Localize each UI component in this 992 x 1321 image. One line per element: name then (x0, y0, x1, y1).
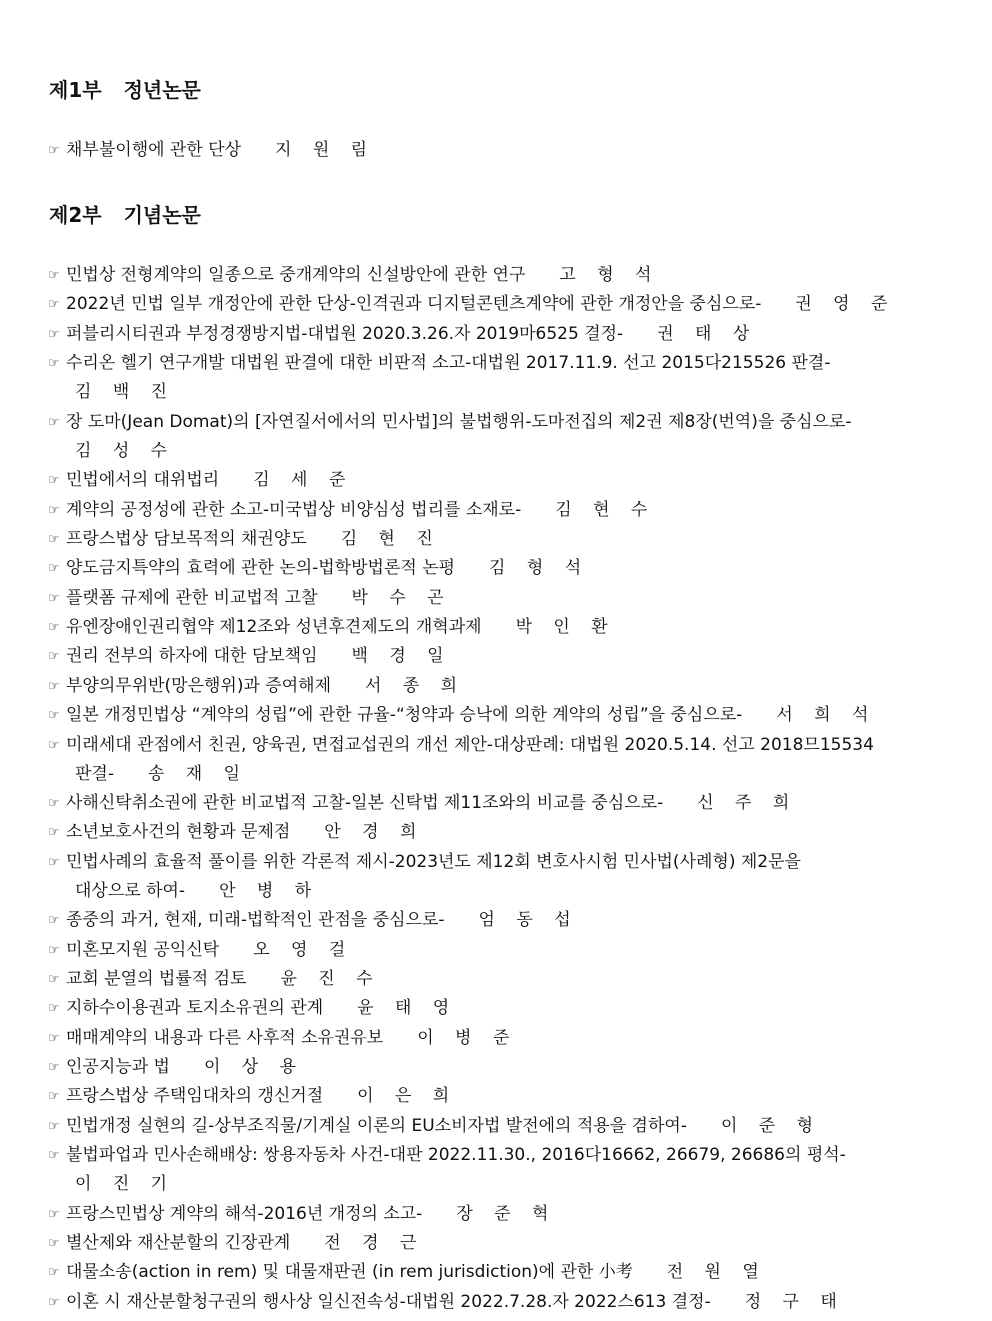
pointing-hand-icon: ☞ (48, 297, 60, 312)
pointing-hand-icon: ☞ (48, 327, 60, 342)
part2-entry-14 (48, 701, 943, 731)
pointing-hand-icon: ☞ (48, 738, 60, 753)
entry-author: 김 형 석 (489, 558, 590, 578)
part2-entry-18 (48, 848, 943, 878)
entry-author: 전 경 근 (324, 1233, 425, 1253)
entry-author: 송 재 일 (147, 764, 249, 784)
pointing-hand-icon: ☞ (48, 1207, 60, 1222)
pointing-hand-icon: ☞ (48, 268, 60, 283)
entry-author: 권 영 준 (795, 294, 896, 314)
entry-title: 민법사례의 효율적 풀이를 위한 각론적 제시-2023년도 제12회 변호사시험 민사법(사례형) 제2문을 (66, 852, 801, 872)
part2-entry-4 (48, 349, 943, 379)
part1-title: 정년논문 (123, 78, 201, 102)
entry-author: 전 원 열 (666, 1262, 767, 1282)
part2-entry-3 (48, 320, 943, 350)
entry-title: 프랑스민법상 계약의 해석-2016년 개정의 소고- (66, 1204, 423, 1224)
part1-heading (49, 74, 201, 103)
part2-entry-23 (48, 1024, 943, 1054)
pointing-hand-icon: ☞ (48, 1119, 60, 1134)
entry-title: 프랑스법상 주택임대차의 갱신거절 (66, 1086, 324, 1106)
entry-author: 김 세 준 (253, 470, 354, 490)
part2-entry-16 (48, 789, 943, 819)
pointing-hand-icon: ☞ (48, 825, 60, 840)
entry-title: 인공지능과 법 (66, 1057, 170, 1077)
part2-entry-25 (48, 1082, 943, 1112)
part2-entry-15-cont (75, 760, 248, 790)
entry-author: 김 백 진 (75, 382, 176, 402)
entry-author: 엄 동 섭 (478, 910, 579, 930)
part1-entry-1 (48, 136, 943, 166)
part2-entry-30 (48, 1258, 943, 1288)
pointing-hand-icon: ☞ (48, 1236, 60, 1251)
entry-title: 소년보호사건의 현황과 문제점 (66, 822, 291, 842)
pointing-hand-icon: ☞ (48, 679, 60, 694)
entry-title: 민법상 전형계약의 일종으로 중개계약의 신설방안에 관한 연구 (66, 265, 526, 285)
pointing-hand-icon: ☞ (48, 708, 60, 723)
part2-entry-6 (48, 466, 943, 496)
entry-title: 유엔장애인권리협약 제12조와 성년후견제도의 개혁과제 (66, 617, 482, 637)
entry-title: 권리 전부의 하자에 대한 담보책임 (66, 646, 318, 666)
pointing-hand-icon: ☞ (48, 1295, 60, 1310)
entry-title: 프랑스법상 담보목적의 채권양도 (66, 529, 307, 549)
pointing-hand-icon: ☞ (48, 356, 60, 371)
entry-title-cont: 판결- (75, 764, 114, 784)
entry-title: 일본 개정민법상 “계약의 성립”에 관한 규율-“청약과 승낙에 의한 계약의 성립”을 중심으로- (66, 705, 743, 725)
part2-entry-17 (48, 818, 943, 848)
entry-author: 지 원 림 (275, 140, 376, 160)
entry-author: 박 수 곤 (351, 588, 452, 608)
entry-title: 양도금지특약의 효력에 관한 논의-법학방법론적 논평 (66, 558, 456, 578)
entry-author: 이 은 희 (357, 1086, 458, 1106)
entry-author: 백 경 일 (351, 646, 452, 666)
part2-entry-12 (48, 642, 943, 672)
entry-author: 정 구 태 (744, 1292, 845, 1312)
part2-number: 제2부 (49, 203, 102, 227)
pointing-hand-icon: ☞ (48, 473, 60, 488)
part2-entry-22 (48, 994, 943, 1024)
entry-title: 사해신탁취소권에 관한 비교법적 고찰-일본 신탁법 제11조와의 비교를 중심으로- (66, 793, 664, 813)
entry-author: 서 희 석 (776, 705, 877, 725)
pointing-hand-icon: ☞ (48, 415, 60, 430)
part2-entry-27-cont (75, 1170, 175, 1200)
pointing-hand-icon: ☞ (48, 972, 60, 987)
part2-entry-26 (48, 1112, 943, 1142)
part2-entry-2 (48, 290, 943, 320)
pointing-hand-icon: ☞ (48, 796, 60, 811)
pointing-hand-icon: ☞ (48, 1089, 60, 1104)
entry-author: 오 영 걸 (253, 940, 354, 960)
entry-title: 미혼모지원 공익신탁 (66, 940, 220, 960)
part2-entry-10 (48, 584, 943, 614)
part2-entry-19 (48, 906, 943, 936)
part2-entry-27 (48, 1141, 943, 1171)
entry-title: 플랫폼 규제에 관한 비교법적 고찰 (66, 588, 318, 608)
pointing-hand-icon: ☞ (48, 561, 60, 576)
entry-author: 안 병 하 (219, 881, 320, 901)
entry-author: 신 주 희 (697, 793, 798, 813)
entry-author: 김 성 수 (75, 441, 176, 461)
pointing-hand-icon: ☞ (48, 1148, 60, 1163)
pointing-hand-icon: ☞ (48, 591, 60, 606)
part2-entry-9 (48, 554, 943, 584)
entry-author: 이 상 용 (203, 1057, 305, 1077)
entry-title: 종중의 과거, 현재, 미래-법학적인 관점을 중심으로- (66, 910, 445, 930)
entry-title: 별산제와 재산분할의 긴장관계 (66, 1233, 291, 1253)
part2-entry-21 (48, 965, 943, 995)
part1-number: 제1부 (49, 78, 102, 102)
entry-author: 장 준 혁 (456, 1204, 557, 1224)
entry-author: 이 준 형 (720, 1116, 822, 1136)
pointing-hand-icon: ☞ (48, 1001, 60, 1016)
pointing-hand-icon: ☞ (48, 649, 60, 664)
part2-heading (49, 199, 201, 228)
entry-author: 서 종 희 (365, 676, 466, 696)
entry-author: 이 진 기 (75, 1174, 176, 1194)
entry-author: 권 태 상 (657, 324, 758, 344)
pointing-hand-icon: ☞ (48, 855, 60, 870)
part2-entry-11 (48, 613, 943, 643)
entry-author: 고 형 석 (559, 265, 660, 285)
entry-title: 미래세대 관점에서 친권, 양육권, 면접교섭권의 개선 제안-대상판례: 대법원 2020.5.14. 선고 2018므15534 (66, 735, 874, 755)
part2-entry-20 (48, 936, 943, 966)
part2-entry-28 (48, 1200, 943, 1230)
pointing-hand-icon: ☞ (48, 143, 60, 158)
pointing-hand-icon: ☞ (48, 1265, 60, 1280)
entry-author: 안 경 희 (324, 822, 425, 842)
entry-title: 퍼블리시티권과 부정경쟁방지법-대법원 2020.3.26.자 2019마6525 결정- (66, 324, 624, 344)
pointing-hand-icon: ☞ (48, 943, 60, 958)
pointing-hand-icon: ☞ (48, 532, 60, 547)
part2-entry-18-cont (75, 877, 319, 907)
entry-title: 대물소송(action in rem) 및 대물재판권 (in rem jurisdiction)에 관한 小考 (66, 1262, 633, 1282)
part2-entry-5 (48, 408, 943, 438)
entry-title: 민법에서의 대위법리 (66, 470, 220, 490)
part2-entry-24 (48, 1053, 943, 1083)
pointing-hand-icon: ☞ (48, 503, 60, 518)
entry-title: 이혼 시 재산분할청구권의 행사상 일신전속성-대법원 2022.7.28.자 2022스613 결정- (66, 1292, 711, 1312)
entry-title: 장 도마(Jean Domat)의 [자연질서에서의 민사법]의 불법행위-도마전집의 제2권 제8장(번역)을 중심으로- (66, 412, 852, 432)
part2-entry-13 (48, 672, 943, 702)
entry-author: 윤 진 수 (280, 969, 381, 989)
pointing-hand-icon: ☞ (48, 1060, 60, 1075)
entry-title: 지하수이용권과 토지소유권의 관계 (66, 998, 324, 1018)
entry-author: 김 현 진 (340, 529, 441, 549)
entry-title: 계약의 공정성에 관한 소고-미국법상 비양심성 법리를 소재로- (66, 500, 522, 520)
part2-entry-29 (48, 1229, 943, 1259)
part2-entry-15 (48, 731, 943, 761)
part2-entry-5-cont (75, 437, 175, 467)
part2-entry-8 (48, 525, 943, 555)
entry-title: 불법파업과 민사손해배상: 쌍용자동차 사건-대판 2022.11.30., 2016다16662, 26679, 26686의 평석- (66, 1145, 846, 1165)
part2-entry-1 (48, 261, 943, 291)
entry-title: 교회 분열의 법률적 검토 (66, 969, 247, 989)
pointing-hand-icon: ☞ (48, 913, 60, 928)
entry-title: 2022년 민법 일부 개정안에 관한 단상-인격권과 디지털콘텐츠계약에 관한 개정안을 중심으로- (66, 294, 762, 314)
pointing-hand-icon: ☞ (48, 1031, 60, 1046)
part2-entry-4-cont (75, 378, 175, 408)
entry-title-cont: 대상으로 하여- (75, 881, 186, 901)
entry-author: 김 현 수 (555, 500, 656, 520)
entry-title: 민법개정 실현의 길-상부조직물/기계실 이론의 EU소비자법 발전에의 적용을 겸하여- (66, 1116, 687, 1136)
entry-title: 매매계약의 내용과 다른 사후적 소유권유보 (66, 1028, 384, 1048)
pointing-hand-icon: ☞ (48, 620, 60, 635)
entry-author: 박 인 환 (515, 617, 616, 637)
entry-title: 채부불이행에 관한 단상 (66, 140, 242, 160)
entry-title: 부양의무위반(망은행위)과 증여해제 (66, 676, 331, 696)
part2-title: 기념논문 (123, 203, 201, 227)
entry-author: 윤 태 영 (357, 998, 458, 1018)
part2-entry-7 (48, 496, 943, 526)
part2-entry-31 (48, 1288, 943, 1318)
entry-title: 수리온 헬기 연구개발 대법원 판결에 대한 비판적 소고-대법원 2017.11.9. 선고 2015다215526 판결- (66, 353, 831, 373)
entry-author: 이 병 준 (417, 1028, 518, 1048)
